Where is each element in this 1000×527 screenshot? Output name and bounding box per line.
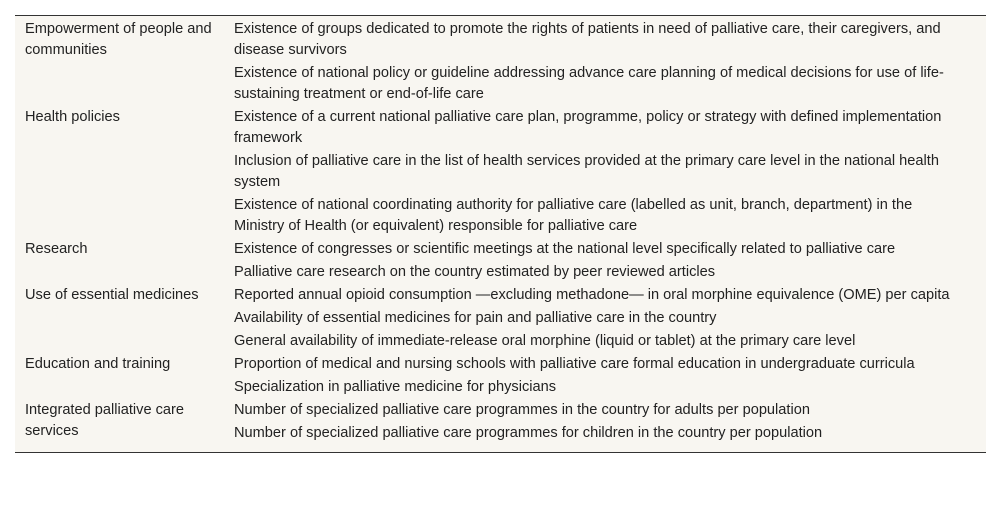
indicator-cell: Existence of groups dedicated to promote the rights of patients in need of palliative care, their caregivers, and disease survivors — [234, 21, 941, 58]
table-row — [15, 400, 986, 423]
table-row — [15, 354, 986, 377]
domain-cell: Research — [25, 241, 88, 257]
indicator-table-container — [15, 15, 986, 453]
indicator-cell: Number of specialized palliative care programmes for children in the country per population — [234, 425, 823, 441]
domain-cell: Education and training — [25, 356, 171, 372]
table-row — [15, 285, 986, 308]
indicator-cell: Number of specialized palliative care programmes in the country for adults per population — [234, 402, 810, 418]
domain-cell: Integrated palliative care services — [25, 402, 185, 439]
indicator-cell: Proportion of medical and nursing schools with palliative care formal education in undergraduate curricula — [234, 356, 915, 372]
indicator-cell: Palliative care research on the country estimated by peer reviewed articles — [234, 264, 716, 280]
domain-cell: Health policies — [25, 109, 120, 125]
indicator-cell: Reported annual opioid consumption —excluding methadone— in oral morphine equivalence (OME) per capita — [234, 287, 950, 303]
table-row — [15, 239, 986, 262]
indicator-cell: Specialization in palliative medicine for physicians — [234, 379, 557, 395]
table-row — [15, 19, 986, 63]
indicator-cell: Existence of national coordinating authority for palliative care (labelled as unit, branch, department) in the Ministry of Health (or equivalent) responsible for palliative care — [234, 197, 913, 234]
domain-cell: Use of essential medicines — [25, 287, 199, 303]
indicator-cell: General availability of immediate-release oral morphine (liquid or tablet) at the primary care level — [234, 333, 856, 349]
indicator-cell: Inclusion of palliative care in the list of health services provided at the primary care level in the national health system — [234, 153, 939, 190]
indicator-table — [15, 19, 986, 446]
indicator-cell: Existence of congresses or scientific meetings at the national level specifically related to palliative care — [234, 241, 896, 257]
indicator-cell: Existence of a current national palliative care plan, programme, policy or strategy with defined implementation framework — [234, 109, 942, 146]
indicator-cell: Availability of essential medicines for pain and palliative care in the country — [234, 310, 717, 326]
domain-cell: Empowerment of people and communities — [25, 21, 212, 58]
table-row — [15, 107, 986, 151]
indicator-cell: Existence of national policy or guideline addressing advance care planning of medical decisions for use of life-sustaining treatment or end-of-life care — [234, 65, 944, 102]
